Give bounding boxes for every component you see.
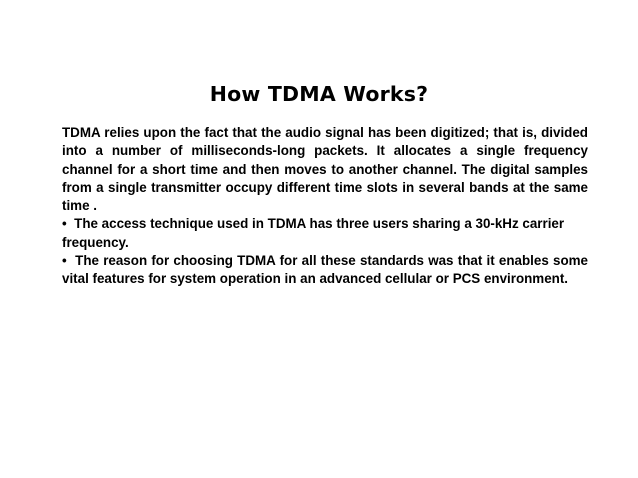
bullet-text: The reason for choosing TDMA for all these standards was that it enables some vital features for system operation in an advanced cellular or PCS environment. [62, 253, 588, 287]
bullet-text: The access technique used in TDMA has three users sharing a 30-kHz carrier frequency. [62, 216, 565, 250]
slide-body [62, 124, 588, 289]
bullet-icon: • [62, 253, 67, 269]
bullet-item-access-technique [62, 215, 588, 252]
bullet-icon: • [62, 216, 67, 232]
slide-title: How TDMA Works? [209, 82, 429, 106]
bullet-item-reason [62, 252, 588, 289]
intro-paragraph: TDMA relies upon the fact that the audio signal has been digitized; that is, divided into a number of milliseconds-long packets. It allocates a single frequency channel for a short time and then moves to another channel. The digital samples from a single transmitter occupy different time slots in several bands at the same time . [62, 125, 588, 214]
